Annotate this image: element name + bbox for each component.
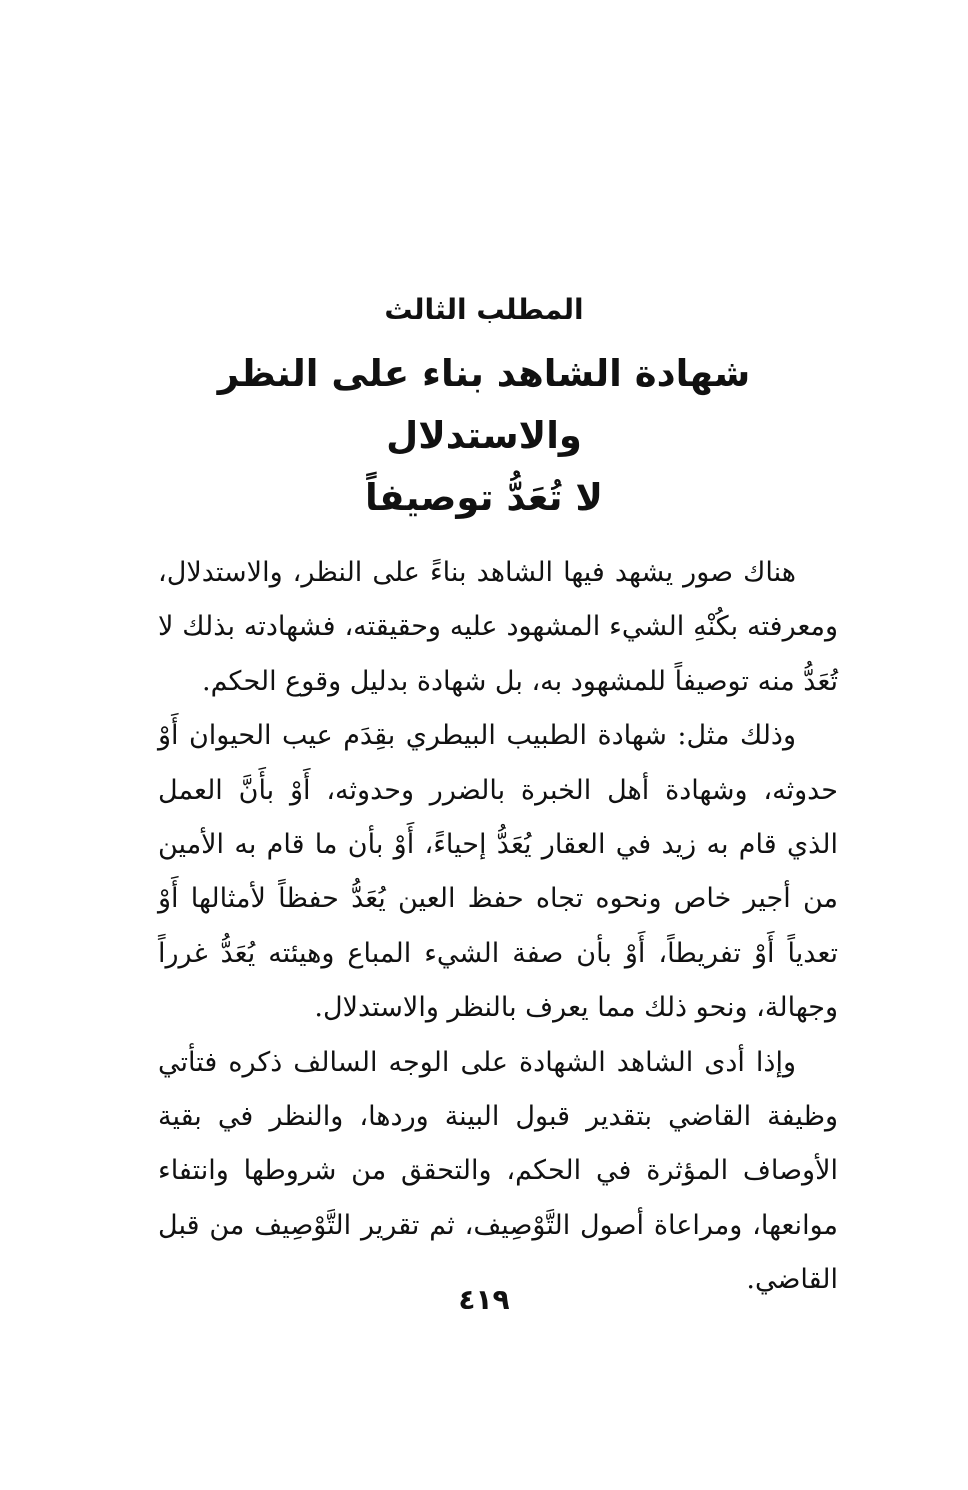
paragraph-2: وذلك مثل: شهادة الطبيب البيطري بقِدَم عيب الحيوان أَوْ حدوثه، وشهادة أهل الخبرة بالضرر وحدوثه، أَوْ بأَنَّ العمل الذي قام به زيد في العقار يُعَدُّ إحياءً، أَوْ بأن ما قام به الأمين من أجير خاص ونحوه تجاه حفظ العين يُعَدُّ حفظاً لأمثالها أَوْ تعدياً أَوْ تفريطاً، أَوْ بأن صفة الشيء المباع وهيئته يُعَدُّ غرراً وجهالة، ونحو ذلك مما يعرف بالنظر والاستدلال. [158, 720, 838, 1024]
page-number: ٤١٩ [458, 1283, 510, 1316]
chapter-title-line-1: شهادة الشاهد بناء على النظر والاستدلال [217, 352, 751, 457]
paragraph-1: هناك صور يشهد فيها الشاهد بناءً على النظر، والاستدلال، ومعرفته بكُنْهِ الشيء المشهود عليه وحقيقته، فشهادته بذلك لا تُعَدُّ منه توصيفاً للمشهود به، بل شهادة بدليل وقوع الحكم. [158, 557, 838, 697]
chapter-title [150, 343, 818, 529]
body-text [158, 546, 838, 1308]
section-label: المطلب الثالث [384, 293, 584, 326]
paragraph-3: وإذا أدى الشاهد الشهادة على الوجه السالف ذكره فتأتي وظيفة القاضي بتقدير قبول البينة وردها، والنظر في بقية الأوصاف المؤثرة في الحكم، والتحقق من شروطها وانتفاء موانعها، ومراعاة أصول التَّوْصِيف، ثم تقرير التَّوْصِيف من قبل القاضي. [158, 1046, 838, 1296]
chapter-title-line-2: لا تُعَدُّ توصيفاً [365, 476, 603, 519]
